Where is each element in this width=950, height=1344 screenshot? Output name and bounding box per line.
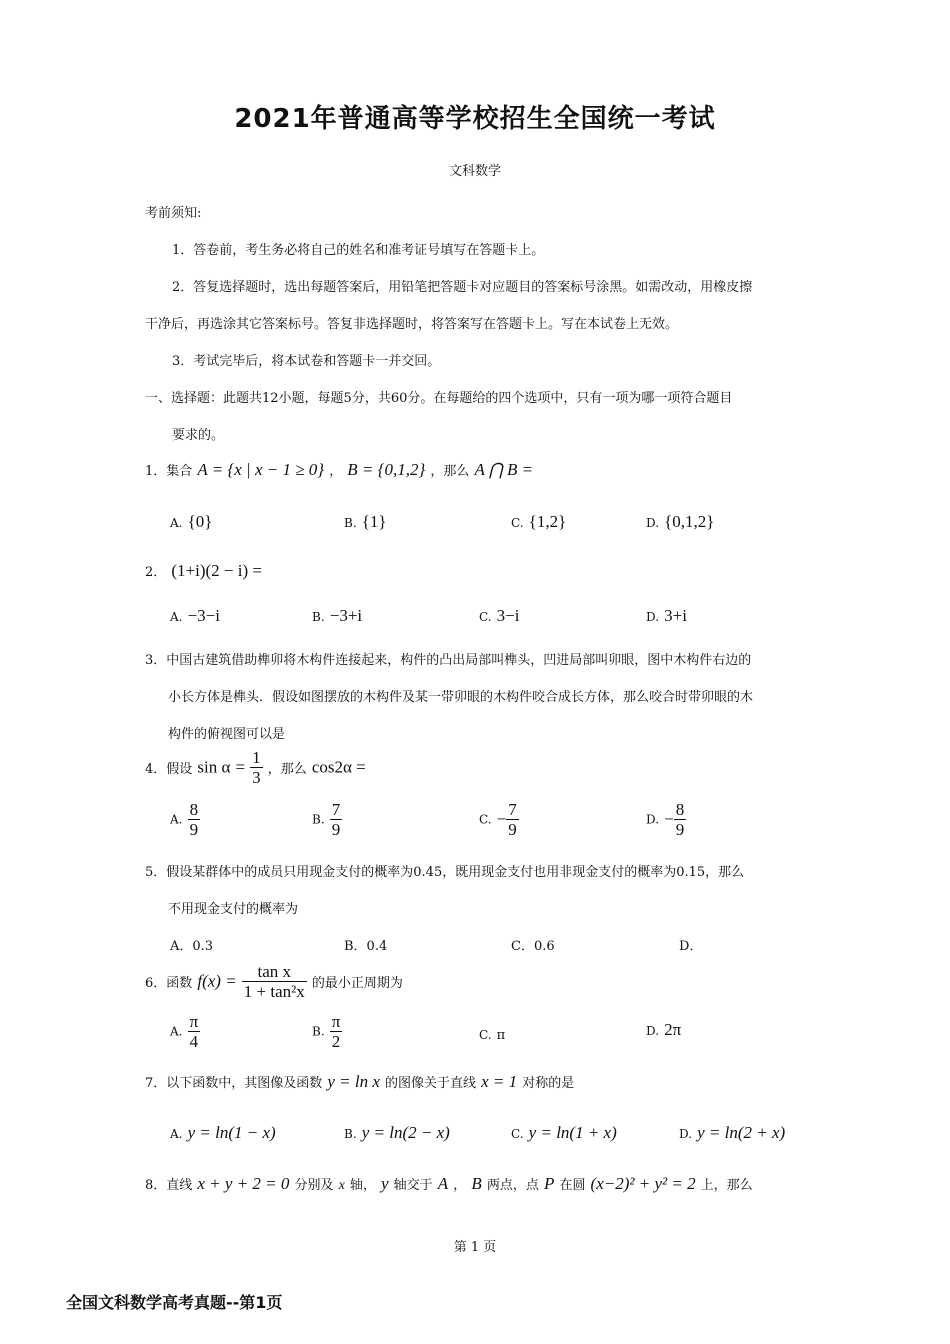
q5-option-b: B．0.4: [344, 939, 388, 954]
q5-option-d: D．: [679, 939, 703, 954]
question-4: [145, 748, 366, 787]
q1-set-b: B = {0,1,2}: [347, 460, 426, 479]
q4-number: 4．假设: [145, 762, 193, 777]
q5-line-2: 不用现金支付的概率为: [168, 902, 299, 917]
fraction-numerator: π: [331, 1012, 341, 1031]
q7-line: x = 1: [481, 1072, 518, 1091]
q1-number: 1．集合: [145, 464, 193, 479]
option-label: A.: [170, 812, 183, 827]
q6-option-c: [479, 1024, 505, 1043]
fraction-denominator: 9: [331, 820, 341, 839]
option-label: C.: [511, 516, 524, 530]
q8-point-b: B: [471, 1174, 482, 1193]
option-fraction: [330, 1012, 343, 1051]
section-heading: 一、选择题：此题共12小题，每题5分，共60分。在每题给的四个选项中，只有一项为哪一项符合题目: [145, 391, 733, 406]
fraction-denominator: 4: [188, 1031, 201, 1051]
option-label: D.: [679, 1127, 693, 1141]
option-fraction: [506, 800, 519, 839]
q8-y-axis: y: [381, 1174, 389, 1193]
q6-fraction: [242, 962, 307, 1001]
fraction-denominator: 9: [508, 820, 517, 839]
option-label: D.: [646, 610, 660, 624]
q8-line: x + y + 2 = 0: [197, 1174, 290, 1193]
q7-option-c: [511, 1123, 617, 1143]
q4-option-a: [170, 800, 200, 839]
q4-fraction: [250, 748, 263, 787]
option-label: D.: [646, 1024, 660, 1038]
option-label: C.: [479, 812, 492, 827]
q1-set-a: A = {x | x − 1 ≥ 0}: [197, 460, 325, 479]
q6-option-b: [312, 1012, 342, 1051]
fraction-numerator: tan x: [242, 962, 307, 982]
fraction-numerator: 8: [675, 800, 685, 819]
question-1: [145, 460, 533, 480]
q4-equals: =: [235, 757, 246, 777]
exam-title: 2021年普通高等学校招生全国统一考试: [234, 104, 716, 134]
q4-expression: cos2α =: [311, 757, 366, 777]
q8-circle: (x−2)² + y² = 2: [590, 1174, 696, 1193]
q4-option-b: [312, 800, 342, 839]
option-value: {1}: [361, 512, 387, 531]
option-label: C.: [479, 1028, 492, 1042]
option-value: −3−i: [187, 606, 220, 625]
option-value: −3+i: [329, 606, 363, 625]
q7-option-b: [344, 1123, 450, 1143]
option-label: C.: [511, 1127, 524, 1141]
page-number: 第 1 页: [453, 1240, 497, 1255]
option-value: y = ln(2 − x): [361, 1123, 450, 1142]
q1-option-a: [170, 512, 212, 532]
fraction-denominator: 3: [252, 768, 261, 787]
footer-label: 全国文科数学高考真题--第1页: [66, 1293, 283, 1312]
option-value: {0}: [187, 512, 213, 531]
option-value: 2π: [664, 1020, 682, 1039]
exam-subject: 文科数学: [448, 164, 501, 179]
option-label: B.: [312, 610, 325, 624]
q6-tail: 的最小正周期为: [311, 976, 403, 991]
fraction-denominator: 9: [675, 820, 685, 839]
q8-text-2: 轴，: [349, 1178, 376, 1193]
option-label: A.: [170, 516, 183, 530]
q8-text-5: 在圆: [559, 1178, 586, 1193]
q2-option-a: [170, 606, 220, 626]
option-value: π: [496, 1028, 506, 1043]
option-label: A.: [170, 1127, 183, 1141]
option-value: 3+i: [664, 606, 687, 625]
q1-option-b: [344, 512, 387, 532]
q8-text-6: 上，那么: [700, 1178, 753, 1193]
q5-line-1: 5．假设某群体中的成员只用现金支付的概率为0.45，既用现金支付也用非现金支付的概率为0.15，那么: [145, 865, 745, 880]
q6-function: f(x) =: [197, 971, 237, 991]
q7-number: 7．以下函数中，其图像及函数: [145, 1076, 323, 1091]
fraction-numerator: π: [189, 1012, 199, 1031]
q3-line-2: 小长方体是榫头．假设如图摆放的木构件及某一带卯眼的木构件咬合成长方体，那么咬合时带卯眼的木: [168, 690, 754, 705]
q7-tail: 对称的是: [522, 1076, 575, 1091]
option-fraction: [188, 800, 201, 839]
q8-point-p: P: [543, 1174, 555, 1193]
q8-point-a: A: [437, 1174, 449, 1193]
q8-x-axis: x: [338, 1178, 345, 1193]
q3-line-1: 3．中国古建筑借助榫卯将木构件连接起来，构件的凸出局部叫榫头，凹进局部叫卯眼，图中木构件右边的: [145, 653, 752, 668]
q7-option-d: [679, 1123, 785, 1143]
q6-number: 6．函数: [145, 976, 193, 991]
q8-number: 8．直线: [145, 1178, 193, 1193]
q1-then: ，那么: [430, 464, 470, 479]
option-label: B.: [312, 1024, 325, 1039]
fraction-numerator: 7: [331, 800, 341, 819]
option-value: y = ln(1 + x): [528, 1123, 617, 1142]
fraction-denominator: 9: [189, 820, 199, 839]
notice-heading: 考前须知:: [145, 206, 202, 221]
q2-option-c: [479, 606, 519, 626]
fraction-denominator: 1 + tan²x: [243, 982, 305, 1001]
q5-option-a: A．0.3: [170, 939, 214, 954]
q7-mid: 的图像关于直线: [385, 1076, 477, 1091]
option-fraction: [188, 1012, 201, 1051]
option-value: y = ln(1 − x): [187, 1123, 276, 1142]
q4-option-d: [646, 800, 686, 839]
q2-option-b: [312, 606, 362, 626]
q4-option-c: [479, 800, 519, 839]
q8-comma: ，: [453, 1178, 467, 1193]
q6-option-d: [646, 1020, 681, 1040]
q8-text-1: 分别及: [294, 1178, 334, 1193]
q2-expression: (1+i)(2 − i) =: [171, 561, 262, 580]
option-label: B.: [344, 516, 357, 530]
q7-function: y = ln x: [327, 1072, 380, 1091]
q4-then: ，那么: [267, 762, 307, 777]
q3-line-3: 构件的俯视图可以是: [168, 727, 286, 742]
q2-number: 2．: [145, 565, 167, 580]
option-fraction: [330, 800, 343, 839]
fraction-denominator: 2: [330, 1031, 343, 1051]
option-value: 3−i: [496, 606, 520, 625]
option-label: B.: [344, 1127, 357, 1141]
option-label: A.: [170, 1024, 183, 1039]
fraction-numerator: 8: [189, 800, 199, 819]
q5-option-c: C．0.6: [511, 939, 555, 954]
q8-text-3: 轴交于: [393, 1178, 433, 1193]
question-2: [145, 561, 262, 581]
q2-option-d: [646, 606, 687, 626]
question-6: [145, 962, 403, 1001]
option-label: B.: [312, 812, 325, 827]
fraction-numerator: 7: [508, 800, 517, 819]
question-7: [145, 1072, 574, 1092]
q4-lhs: sin α: [197, 757, 231, 777]
fraction-numerator: 1: [252, 748, 261, 767]
q6-option-a: [170, 1012, 200, 1051]
notice-2-cont: 干净后，再选涂其它答案标号。答复非选择题时，将答案写在答题卡上。写在本试卷上无效。: [145, 317, 679, 332]
option-sign: −: [496, 809, 507, 829]
notice-2: 2．答复选择题时，选出每题答案后，用铅笔把答题卡对应题目的答案标号涂黑。如需改动，用橡皮擦: [172, 280, 753, 295]
option-value: {0,1,2}: [664, 512, 715, 531]
q1-expression: A ⋂ B =: [474, 460, 534, 479]
q1-comma: ，: [329, 464, 343, 479]
option-value: {1,2}: [528, 512, 567, 531]
option-label: C.: [479, 610, 492, 624]
option-fraction: [674, 800, 687, 839]
option-sign: −: [664, 809, 674, 829]
question-8: [145, 1174, 753, 1194]
q1-option-c: [511, 512, 566, 532]
q1-option-d: [646, 512, 714, 532]
option-label: A.: [170, 610, 183, 624]
section-heading-cont: 要求的。: [172, 428, 225, 443]
option-label: D.: [646, 516, 660, 530]
q8-text-4: 两点，点: [486, 1178, 539, 1193]
notice-3: 3．考试完毕后，将本试卷和答题卡一并交回。: [172, 354, 441, 369]
notice-1: 1．答卷前，考生务必将自己的姓名和准考证号填写在答题卡上。: [172, 243, 545, 258]
q7-option-a: [170, 1123, 276, 1143]
option-label: D.: [646, 812, 660, 827]
option-value: y = ln(2 + x): [697, 1123, 786, 1142]
